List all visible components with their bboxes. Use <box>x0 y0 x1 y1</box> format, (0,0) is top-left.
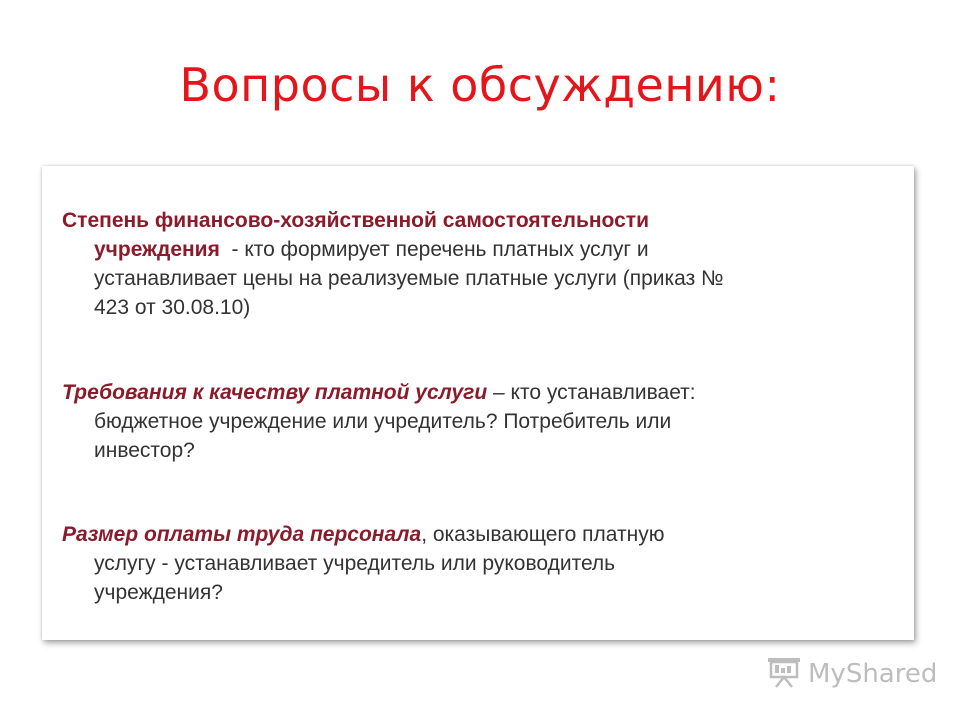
item-text: устанавливает цены на реализуемые платные услуги (приказ № <box>94 267 724 290</box>
item-text: – кто устанавливает: <box>487 381 696 404</box>
item-lead: Размер оплаты труда персонала <box>62 523 422 546</box>
discussion-item-quality <box>62 378 892 465</box>
item-lead-cont: учреждения <box>94 238 220 261</box>
content-box <box>42 166 914 640</box>
item-text: 423 от 30.08.10) <box>94 296 251 319</box>
logo-text: MyShared <box>808 659 938 689</box>
item-text: инвестор? <box>94 439 195 462</box>
item-text: - кто формирует перечень платных услуг и <box>219 238 649 261</box>
item-line <box>62 235 892 264</box>
item-text: учреждения? <box>94 581 223 604</box>
discussion-item-autonomy <box>62 206 892 322</box>
item-line <box>62 378 892 407</box>
discussion-item-payroll <box>62 520 892 607</box>
item-lead: Требования к качеству платной услуги <box>62 381 488 404</box>
item-text: услугу - устанавливает учредитель или руководитель <box>94 552 616 575</box>
item-text: бюджетное учреждение или учредитель? Потребитель или <box>94 410 672 433</box>
item-text: , оказывающего платную <box>421 523 665 546</box>
item-line <box>62 520 892 549</box>
item-lead: Степень финансово-хозяйственной самостоятельности <box>62 209 649 232</box>
slide-title: Вопросы к обсуждению: <box>179 58 781 112</box>
projector-screen-icon <box>766 656 802 693</box>
item-line <box>62 206 892 235</box>
myshared-logo <box>766 656 937 692</box>
